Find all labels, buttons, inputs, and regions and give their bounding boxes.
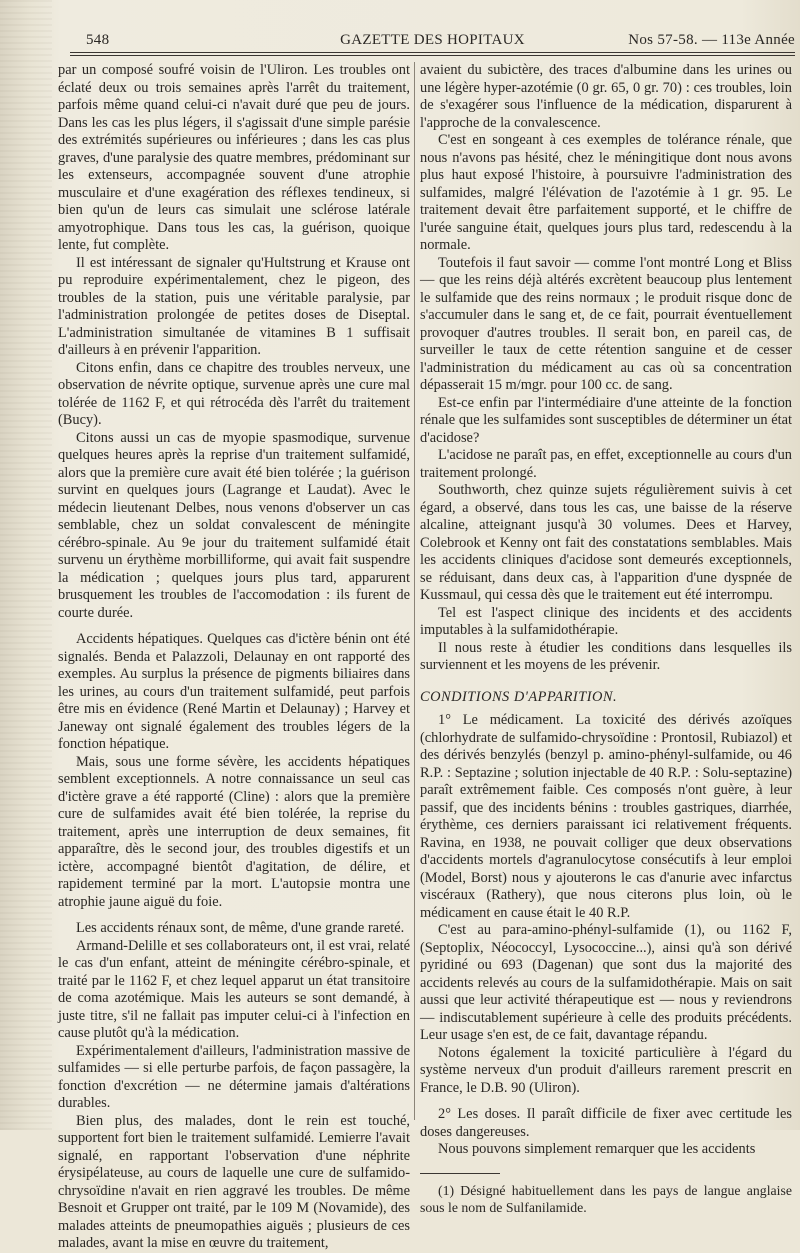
issue-number: Nos 57-58. — 113e Année — [628, 32, 795, 48]
header-rule-top — [70, 52, 795, 53]
paragraph: Citons aussi un cas de myopie spasmodique, survenue quelques heures après la reprise d'un traitement sulfamidé, alors que la première cure avait été bien tolérée ; la guérison survint en quelques jours (Lagrange et Laudat). Avec le médecin lieutenant Delbes, nous venons d'observer un cas semblable, chez un soldat convalescent de méningite cérébro-spinale. Au 9e jour du traitement sulfamidé était survenu un érythème morbilliforme, qui avait fait suspendre la médication ; quelques jours plus tard, apparurent brusquement les troubles de l'accomodation : ils furent de courte durée. — [58, 429, 410, 621]
paragraph: Expérimentalement d'ailleurs, l'administration massive de sulfamides — si elle perturbe parfois, de façon passagère, la fonction d'excrétion — ne détermine jamais d'altérations durables. — [58, 1042, 410, 1111]
paragraph: Accidents hépatiques. Quelques cas d'ictère bénin ont été signalés. Benda et Palazzoli, Delaunay en ont rapporté des exemples. Au surplus la présence de pigments biliaires dans les urines, au cours d'un traitement sulfamidé, peut parfois être mis en évidence (René Martin et Delaunay) ; Harvey et Janeway ont signalé également des troubles légers de la fonction hépatique. — [58, 631, 410, 752]
section-heading: CONDITIONS D'APPARITION. — [420, 688, 618, 705]
paragraph: Il est intéressant de signaler qu'Hultstrung et Krause ont pu reproduire expérimentalement, chez le pigeon, des troubles de la station, puis une véritable paralysie, par l'administration prolongée de petites doses de Diseptal. L'administration simultanée de vitamines B 1 suffisait d'ailleurs à en prévenir l'apparition. — [58, 254, 410, 358]
paragraph: Mais, sous une forme sévère, les accidents hépatiques semblent exceptionnels. A notre connaissance un seul cas d'ictère grave a été rapporté (Cline) : alors que la première cure de sulfamides avait été bien tolérée, la reprise du traitement, après une interruption de deux semaines, fit apparaître, dès le second jour, des troubles digestifs et un ictère, accompagné bientôt d'agitation, de délire, et rapidement terminé par la mort. L'autopsie montra une atrophie jaune aiguë du foie. — [58, 753, 410, 910]
paragraph: C'est au para-amino-phényl-sulfamide (1), ou 1162 F, (Septoplix, Néococcyl, Lysococcine...), ainsi qu'à son dérivé pyridiné ou 693 (Dagenan) que sont dus la majorité des accidents relevés au cours de la sulfamidothérapie. Mais on sait aussi que leur activité thérapeutique est — nous y reviendrons — indiscutablement supérieure à celle des produits précédents. Leur usage s'en est, de ce fait, davantage répandu. — [420, 922, 792, 1043]
paragraph: Notons également la toxicité particulière à l'égard du système nerveux d'un produit d'ailleurs rarement prescrit en France, le D.B. 90 (Uliron). — [420, 1044, 792, 1096]
paragraph: Toutefois il faut savoir — comme l'ont montré Long et Bliss — que les reins déjà altérés excrètent beaucoup plus lentement le sulfamide que des reins normaux ; le produit risque donc de s'accumuler dans le sang et, de ce fait, pourrait éventuellement provoquer d'autres troubles. Il serait bon, en pareil cas, de surveiller le taux de cette rétention sanguine et de cesser l'administration du médicament au cas où sa concentration dépasserait 15 m/mgr. pour 100 cc. de sang. — [420, 254, 792, 393]
paragraph: avaient du subictère, des traces d'albumine dans les urines ou une légère hyper-azotémie (0 gr. 65, 0 gr. 70) : ces troubles, loin de s'exagérer sous l'influence de la médication, disparurent à l'approche de la convalescence. — [420, 62, 792, 131]
paragraph: 1° Le médicament. La toxicité des dérivés azoïques (chlorhydrate de sulfamido-chrysoïdine : Prontosil, Rubiazol) et des dérivés benzylés (benzyl p. amino-phényl-sulfamide, ou 46 R.P. : Septazine ; solution injectable de 40 R.P. : Solu-septazine) paraît extrêmement faible. Ces composés n'ont guère, à leur passif, que des incidents bénins : troubles gastriques, diarrhée, érythème, ces derniers paraissant ici relativement fréquents. Ravina, en 1938, ne pouvait colliger que deux observations d'accidents mortels d'agranulocytose consécutifs à leur emploi (Model, Borst) nous y ajouterons le cas d'anurie avec infarctus viscéraux (Rathery), que nous citerons plus loin, où le médicament en cause était le 40 R.P. — [420, 712, 792, 921]
paragraph: 2° Les doses. Il paraît difficile de fixer avec certitude les doses dangereuses. — [420, 1106, 792, 1140]
column-divider — [414, 62, 415, 1120]
right-column — [420, 62, 792, 1216]
footnote-rule — [420, 1173, 500, 1174]
paragraph: Est-ce enfin par l'intermédiaire d'une atteinte de la fonction rénale que les sulfamides sont susceptibles de déterminer un état d'acidose? — [420, 394, 792, 446]
left-column — [58, 62, 410, 1253]
page-binding-shadow — [0, 0, 52, 1130]
paragraph: Southworth, chez quinze sujets régulièrement suivis à cet égard, a observé, dans tous les cas, une baisse de la réserve alcaline, atteignant jusqu'à 30 volumes. Dees et Harvey, Colebrook et Kenny ont fait des constatations semblables. Mais les accidents cliniques d'acidose sont demeurés exceptionnels, se réduisant, dans deux cas, à l'apparition d'une dyspnée de Kussmaul, qui cessa dès que le traitement eut été interrompu. — [420, 482, 792, 603]
paragraph: par un composé soufré voisin de l'Uliron. Les troubles ont éclaté deux ou trois semaines après l'arrêt du traitement, parfois même quand celui-ci n'avait duré que peu de jours. Dans les cas les plus légers, il s'agissait d'une simple parésie des extrémités supérieures ou inférieures ; dans les cas plus graves, d'une paralysie des quatre membres, prédominant sur les extenseurs, accompagnée souvent d'une atrophie musculaire et d'une exagération des réflexes tendineux, si bien qu'un de leurs cas simulait une sclérose latérale amyotrophique. Dans tous les cas, la guérison, quoique lente, fut complète. — [58, 62, 410, 253]
paragraph: Tel est l'aspect clinique des incidents et des accidents imputables à la sulfamidothérapie. — [420, 604, 792, 638]
paragraph: Citons enfin, dans ce chapitre des troubles nerveux, une observation de névrite optique, survenue après une cure mal tolérée de 1162 F, et qui rétrocéda dès l'arrêt du traitement (Bucy). — [58, 359, 410, 428]
journal-title: GAZETTE DES HOPITAUX — [340, 32, 525, 48]
page-number: 548 — [86, 32, 110, 48]
running-header — [70, 32, 795, 52]
paragraph: Armand-Delille et ses collaborateurs ont, il est vrai, relaté le cas d'un enfant, atteint de méningite cérébro-spinale, et traité par le 1162 F, et chez lequel apparut un état transitoire de coma azotémique. Mais les auteurs se sont demandé, à juste titre, s'il ne fallait pas imputer celui-ci à l'infection en cause plutôt qu'à la médication. — [58, 937, 410, 1041]
paragraph: C'est en songeant à ces exemples de tolérance rénale, que nous n'avons pas hésité, chez le méningitique dont nous avons plus haut exposé l'histoire, à poursuivre l'administration des sulfamides, malgré l'élévation de l'azotémie à 1 gr. 95. Le traitement devait être parfaitement supporté, et le chiffre de l'urée sanguine était, quelques jours plus tard, redescendu à la normale. — [420, 132, 792, 253]
footnote: (1) Désigné habituellement dans les pays de langue anglaise sous le nom de Sulfanilamide. — [420, 1182, 792, 1215]
paragraph: Les accidents rénaux sont, de même, d'une grande rareté. — [76, 920, 405, 936]
paragraph: Nous pouvons simplement remarquer que les accidents — [438, 1141, 756, 1157]
paragraph: Il nous reste à étudier les conditions dans lesquelles ils surviennent et les moyens de les prévenir. — [420, 639, 792, 673]
paragraph: L'acidose ne paraît pas, en effet, exceptionnelle au cours d'un traitement prolongé. — [420, 447, 792, 481]
header-rule-bottom — [70, 55, 795, 56]
paragraph: Bien plus, des malades, dont le rein est touché, supportent fort bien le traitement sulfamidé. Lemierre l'avait signalé, en rapportant l'observation d'une néphrite érysipélateuse, au cours de laquelle une cure de sulfamido-chrysoïdine n'avait en rien aggravé les troubles. De même Besnoit et Grupper ont traité, par le 109 M (Novamide), des malades atteints de pneumopathies aiguës ; plusieurs de ces malades, avant la mise en œuvre du traitement, — [58, 1112, 410, 1251]
